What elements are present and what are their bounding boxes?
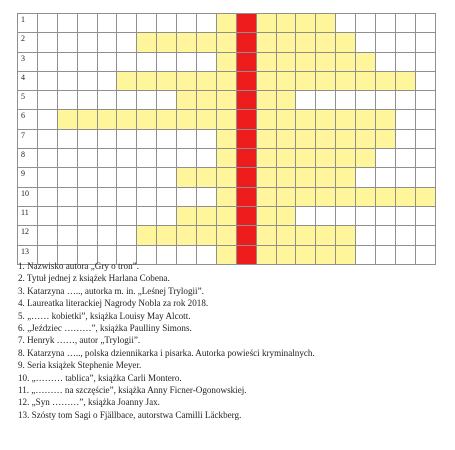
- answer-cell[interactable]: [216, 91, 236, 110]
- empty-cell: [117, 226, 137, 245]
- clue-list: [18, 260, 315, 421]
- empty-cell: [57, 168, 77, 187]
- empty-cell: [77, 71, 97, 90]
- empty-cell: [37, 187, 57, 206]
- empty-cell: [395, 129, 415, 148]
- empty-cell: [376, 206, 396, 225]
- crossword-row: [18, 110, 436, 129]
- empty-cell: [77, 168, 97, 187]
- answer-cell[interactable]: [256, 52, 276, 71]
- empty-cell: [157, 52, 177, 71]
- empty-cell: [415, 168, 435, 187]
- solution-cell[interactable]: [236, 91, 256, 110]
- empty-cell: [376, 226, 396, 245]
- empty-cell: [97, 149, 117, 168]
- answer-cell[interactable]: [356, 149, 376, 168]
- answer-cell[interactable]: [276, 187, 296, 206]
- empty-cell: [197, 129, 217, 148]
- answer-cell[interactable]: [197, 110, 217, 129]
- answer-cell[interactable]: [177, 33, 197, 52]
- empty-cell: [97, 129, 117, 148]
- answer-cell[interactable]: [276, 52, 296, 71]
- empty-cell: [157, 187, 177, 206]
- clue-item: 5. „…… kobietki”, książka Louisy May Alcott.: [18, 310, 191, 321]
- answer-cell[interactable]: [316, 187, 336, 206]
- empty-cell: [77, 52, 97, 71]
- answer-cell[interactable]: [256, 187, 276, 206]
- solution-cell[interactable]: [236, 110, 256, 129]
- answer-cell[interactable]: [356, 110, 376, 129]
- empty-cell: [77, 187, 97, 206]
- empty-cell: [37, 206, 57, 225]
- crossword-row: [18, 187, 436, 206]
- empty-cell: [157, 168, 177, 187]
- empty-cell: [37, 71, 57, 90]
- empty-cell: [117, 52, 137, 71]
- empty-cell: [157, 129, 177, 148]
- answer-cell[interactable]: [276, 226, 296, 245]
- answer-cell[interactable]: [216, 168, 236, 187]
- answer-cell[interactable]: [316, 33, 336, 52]
- empty-cell: [137, 14, 157, 33]
- empty-cell: [177, 187, 197, 206]
- answer-cell[interactable]: [216, 129, 236, 148]
- answer-cell[interactable]: [216, 33, 236, 52]
- empty-cell: [356, 168, 376, 187]
- empty-cell: [117, 206, 137, 225]
- empty-cell: [117, 168, 137, 187]
- clue-item: 11. „……… na szczęście”, książka Anny Ficner-Ogonowskiej.: [18, 385, 247, 396]
- answer-cell[interactable]: [336, 52, 356, 71]
- crossword-grid: [17, 13, 436, 265]
- empty-cell: [415, 245, 435, 264]
- answer-cell[interactable]: [256, 168, 276, 187]
- answer-cell[interactable]: [137, 33, 157, 52]
- empty-cell: [376, 149, 396, 168]
- answer-cell[interactable]: [216, 52, 236, 71]
- answer-cell[interactable]: [157, 110, 177, 129]
- empty-cell: [157, 206, 177, 225]
- crossword-row: [18, 206, 436, 225]
- empty-cell: [415, 91, 435, 110]
- answer-cell[interactable]: [316, 149, 336, 168]
- answer-cell[interactable]: [276, 110, 296, 129]
- empty-cell: [97, 91, 117, 110]
- answer-cell[interactable]: [276, 71, 296, 90]
- empty-cell: [356, 245, 376, 264]
- empty-cell: [77, 91, 97, 110]
- answer-cell[interactable]: [296, 110, 316, 129]
- clue-item: 6. „Jeździec ………”, książka Paulliny Simons.: [18, 323, 192, 334]
- empty-cell: [415, 129, 435, 148]
- empty-cell: [376, 52, 396, 71]
- empty-cell: [97, 52, 117, 71]
- empty-cell: [395, 52, 415, 71]
- answer-cell[interactable]: [376, 71, 396, 90]
- answer-cell[interactable]: [197, 71, 217, 90]
- empty-cell: [395, 14, 415, 33]
- crossword-row: [18, 91, 436, 110]
- empty-cell: [395, 110, 415, 129]
- answer-cell[interactable]: [216, 71, 236, 90]
- empty-cell: [336, 206, 356, 225]
- answer-cell[interactable]: [276, 91, 296, 110]
- answer-cell[interactable]: [256, 71, 276, 90]
- empty-cell: [197, 187, 217, 206]
- answer-cell[interactable]: [177, 226, 197, 245]
- answer-cell[interactable]: [316, 52, 336, 71]
- empty-cell: [117, 91, 137, 110]
- crossword-row: [18, 14, 436, 33]
- empty-cell: [415, 71, 435, 90]
- answer-cell[interactable]: [276, 14, 296, 33]
- answer-cell[interactable]: [177, 206, 197, 225]
- crossword-row: [18, 33, 436, 52]
- empty-cell: [197, 14, 217, 33]
- empty-cell: [57, 52, 77, 71]
- answer-cell[interactable]: [77, 110, 97, 129]
- answer-cell[interactable]: [316, 14, 336, 33]
- answer-cell[interactable]: [316, 226, 336, 245]
- empty-cell: [336, 91, 356, 110]
- empty-cell: [356, 33, 376, 52]
- empty-cell: [316, 206, 336, 225]
- empty-cell: [37, 52, 57, 71]
- empty-cell: [57, 91, 77, 110]
- empty-cell: [177, 129, 197, 148]
- empty-cell: [37, 14, 57, 33]
- answer-cell[interactable]: [336, 33, 356, 52]
- answer-cell[interactable]: [216, 14, 236, 33]
- answer-cell[interactable]: [256, 110, 276, 129]
- clue-item: 7. Henryk ……, autor „Trylogii”.: [18, 335, 141, 346]
- empty-cell: [376, 91, 396, 110]
- crossword-row: [18, 52, 436, 71]
- empty-cell: [57, 187, 77, 206]
- empty-cell: [395, 33, 415, 52]
- empty-cell: [117, 33, 137, 52]
- answer-cell[interactable]: [296, 71, 316, 90]
- empty-cell: [77, 33, 97, 52]
- crossword-row: [18, 226, 436, 245]
- solution-cell[interactable]: [236, 14, 256, 33]
- row-number: 7: [18, 129, 38, 148]
- answer-cell[interactable]: [336, 168, 356, 187]
- answer-cell[interactable]: [336, 226, 356, 245]
- answer-cell[interactable]: [157, 226, 177, 245]
- empty-cell: [97, 206, 117, 225]
- answer-cell[interactable]: [296, 187, 316, 206]
- empty-cell: [97, 14, 117, 33]
- empty-cell: [117, 14, 137, 33]
- solution-cell[interactable]: [236, 187, 256, 206]
- answer-cell[interactable]: [137, 71, 157, 90]
- crossword-row: [18, 168, 436, 187]
- solution-cell[interactable]: [236, 226, 256, 245]
- empty-cell: [137, 206, 157, 225]
- answer-cell[interactable]: [336, 110, 356, 129]
- answer-cell[interactable]: [395, 187, 415, 206]
- empty-cell: [57, 206, 77, 225]
- empty-cell: [177, 52, 197, 71]
- solution-cell[interactable]: [236, 168, 256, 187]
- empty-cell: [415, 110, 435, 129]
- row-number: 12: [18, 226, 38, 245]
- empty-cell: [117, 129, 137, 148]
- answer-cell[interactable]: [296, 226, 316, 245]
- answer-cell[interactable]: [177, 168, 197, 187]
- empty-cell: [57, 226, 77, 245]
- answer-cell[interactable]: [296, 52, 316, 71]
- empty-cell: [37, 168, 57, 187]
- answer-cell[interactable]: [137, 226, 157, 245]
- empty-cell: [77, 226, 97, 245]
- empty-cell: [415, 14, 435, 33]
- answer-cell[interactable]: [256, 129, 276, 148]
- answer-cell[interactable]: [376, 129, 396, 148]
- answer-cell[interactable]: [97, 110, 117, 129]
- empty-cell: [356, 91, 376, 110]
- answer-cell[interactable]: [356, 129, 376, 148]
- answer-cell[interactable]: [177, 71, 197, 90]
- empty-cell: [395, 168, 415, 187]
- answer-cell[interactable]: [336, 149, 356, 168]
- answer-cell[interactable]: [256, 206, 276, 225]
- empty-cell: [177, 14, 197, 33]
- empty-cell: [415, 206, 435, 225]
- empty-cell: [395, 149, 415, 168]
- row-number: 6: [18, 110, 38, 129]
- answer-cell[interactable]: [177, 91, 197, 110]
- answer-cell[interactable]: [256, 14, 276, 33]
- empty-cell: [356, 226, 376, 245]
- empty-cell: [77, 129, 97, 148]
- empty-cell: [117, 149, 137, 168]
- empty-cell: [296, 206, 316, 225]
- answer-cell[interactable]: [197, 168, 217, 187]
- row-number: 4: [18, 71, 38, 90]
- solution-cell[interactable]: [236, 71, 256, 90]
- answer-cell[interactable]: [57, 110, 77, 129]
- empty-cell: [415, 149, 435, 168]
- crossword-row: [18, 149, 436, 168]
- empty-cell: [137, 91, 157, 110]
- empty-cell: [37, 33, 57, 52]
- empty-cell: [376, 168, 396, 187]
- answer-cell[interactable]: [276, 149, 296, 168]
- answer-cell[interactable]: [296, 33, 316, 52]
- clue-item: 8. Katarzyna ….., polska dziennikarka i pisarka. Autorka powieści kryminalnych.: [18, 347, 315, 358]
- solution-cell[interactable]: [236, 52, 256, 71]
- answer-cell[interactable]: [316, 168, 336, 187]
- solution-cell[interactable]: [236, 33, 256, 52]
- answer-cell[interactable]: [356, 52, 376, 71]
- empty-cell: [356, 14, 376, 33]
- answer-cell[interactable]: [415, 187, 435, 206]
- empty-cell: [336, 14, 356, 33]
- empty-cell: [137, 149, 157, 168]
- empty-cell: [395, 226, 415, 245]
- answer-cell[interactable]: [296, 168, 316, 187]
- empty-cell: [97, 226, 117, 245]
- answer-cell[interactable]: [316, 110, 336, 129]
- solution-cell[interactable]: [236, 129, 256, 148]
- empty-cell: [197, 52, 217, 71]
- answer-cell[interactable]: [316, 71, 336, 90]
- clue-item: 9. Seria książek Stephenie Meyer.: [18, 360, 142, 371]
- row-number: 2: [18, 33, 38, 52]
- answer-cell[interactable]: [336, 245, 356, 264]
- answer-cell[interactable]: [395, 71, 415, 90]
- empty-cell: [57, 33, 77, 52]
- empty-cell: [57, 14, 77, 33]
- row-number: 3: [18, 52, 38, 71]
- row-number: 1: [18, 14, 38, 33]
- empty-cell: [197, 149, 217, 168]
- answer-cell[interactable]: [256, 226, 276, 245]
- row-number: 10: [18, 187, 38, 206]
- empty-cell: [157, 14, 177, 33]
- answer-cell[interactable]: [316, 245, 336, 264]
- empty-cell: [415, 226, 435, 245]
- answer-cell[interactable]: [157, 71, 177, 90]
- empty-cell: [37, 129, 57, 148]
- answer-cell[interactable]: [177, 110, 197, 129]
- empty-cell: [177, 149, 197, 168]
- empty-cell: [57, 129, 77, 148]
- empty-cell: [97, 187, 117, 206]
- answer-cell[interactable]: [316, 129, 336, 148]
- clue-item: 4. Laureatka literackiej Nagrody Nobla za rok 2018.: [18, 298, 209, 309]
- empty-cell: [117, 187, 137, 206]
- answer-cell[interactable]: [376, 110, 396, 129]
- empty-cell: [415, 52, 435, 71]
- answer-cell[interactable]: [356, 71, 376, 90]
- clue-item: 1. Nazwisko autora „Gry o tron”.: [18, 261, 139, 271]
- empty-cell: [77, 149, 97, 168]
- empty-cell: [376, 33, 396, 52]
- answer-cell[interactable]: [157, 33, 177, 52]
- answer-cell[interactable]: [117, 71, 137, 90]
- empty-cell: [415, 33, 435, 52]
- answer-cell[interactable]: [336, 187, 356, 206]
- answer-cell[interactable]: [276, 206, 296, 225]
- crossword-row: [18, 71, 436, 90]
- answer-cell[interactable]: [216, 226, 236, 245]
- answer-cell[interactable]: [197, 91, 217, 110]
- answer-cell[interactable]: [256, 91, 276, 110]
- empty-cell: [316, 91, 336, 110]
- answer-cell[interactable]: [197, 226, 217, 245]
- empty-cell: [37, 91, 57, 110]
- empty-cell: [376, 245, 396, 264]
- clue-item: 10. „……… tablica”, książka Carli Montero.: [18, 372, 182, 383]
- solution-cell[interactable]: [236, 149, 256, 168]
- answer-cell[interactable]: [296, 129, 316, 148]
- row-number: 5: [18, 91, 38, 110]
- empty-cell: [137, 168, 157, 187]
- answer-cell[interactable]: [216, 187, 236, 206]
- answer-cell[interactable]: [197, 33, 217, 52]
- row-number: 8: [18, 149, 38, 168]
- row-number: 9: [18, 168, 38, 187]
- empty-cell: [157, 91, 177, 110]
- answer-cell[interactable]: [137, 110, 157, 129]
- empty-cell: [296, 91, 316, 110]
- empty-cell: [57, 71, 77, 90]
- empty-cell: [57, 149, 77, 168]
- empty-cell: [97, 71, 117, 90]
- crossword-row: [18, 129, 436, 148]
- empty-cell: [395, 206, 415, 225]
- clue-item: 13. Szósty tom Sagi o Fjällbace, autorstwa Camilli Läckberg.: [18, 409, 242, 420]
- answer-cell[interactable]: [197, 206, 217, 225]
- answer-cell[interactable]: [276, 168, 296, 187]
- empty-cell: [37, 149, 57, 168]
- answer-cell[interactable]: [356, 187, 376, 206]
- clue-item: 3. Katarzyna ….., autorka m. in. „Leśnej Trylogii”.: [18, 285, 204, 296]
- answer-cell[interactable]: [216, 149, 236, 168]
- empty-cell: [137, 129, 157, 148]
- empty-cell: [137, 187, 157, 206]
- answer-cell[interactable]: [296, 149, 316, 168]
- answer-cell[interactable]: [216, 206, 236, 225]
- answer-cell[interactable]: [256, 33, 276, 52]
- empty-cell: [376, 14, 396, 33]
- answer-cell[interactable]: [296, 14, 316, 33]
- answer-cell[interactable]: [336, 129, 356, 148]
- empty-cell: [395, 245, 415, 264]
- empty-cell: [77, 206, 97, 225]
- empty-cell: [395, 91, 415, 110]
- clue-item: 2. Tytuł jednej z książek Harlana Cobena.: [18, 273, 170, 284]
- empty-cell: [157, 149, 177, 168]
- empty-cell: [37, 110, 57, 129]
- clue-item: 12. „Syn ………”, książka Joanny Jax.: [18, 397, 160, 408]
- answer-cell[interactable]: [256, 149, 276, 168]
- empty-cell: [37, 226, 57, 245]
- answer-cell[interactable]: [216, 110, 236, 129]
- solution-cell[interactable]: [236, 206, 256, 225]
- answer-cell[interactable]: [376, 187, 396, 206]
- empty-cell: [97, 33, 117, 52]
- empty-cell: [97, 168, 117, 187]
- answer-cell[interactable]: [117, 110, 137, 129]
- row-number: 13: [18, 245, 38, 264]
- empty-cell: [77, 14, 97, 33]
- answer-cell[interactable]: [336, 71, 356, 90]
- answer-cell[interactable]: [276, 129, 296, 148]
- empty-cell: [356, 206, 376, 225]
- answer-cell[interactable]: [276, 33, 296, 52]
- row-number: 11: [18, 206, 38, 225]
- empty-cell: [137, 52, 157, 71]
